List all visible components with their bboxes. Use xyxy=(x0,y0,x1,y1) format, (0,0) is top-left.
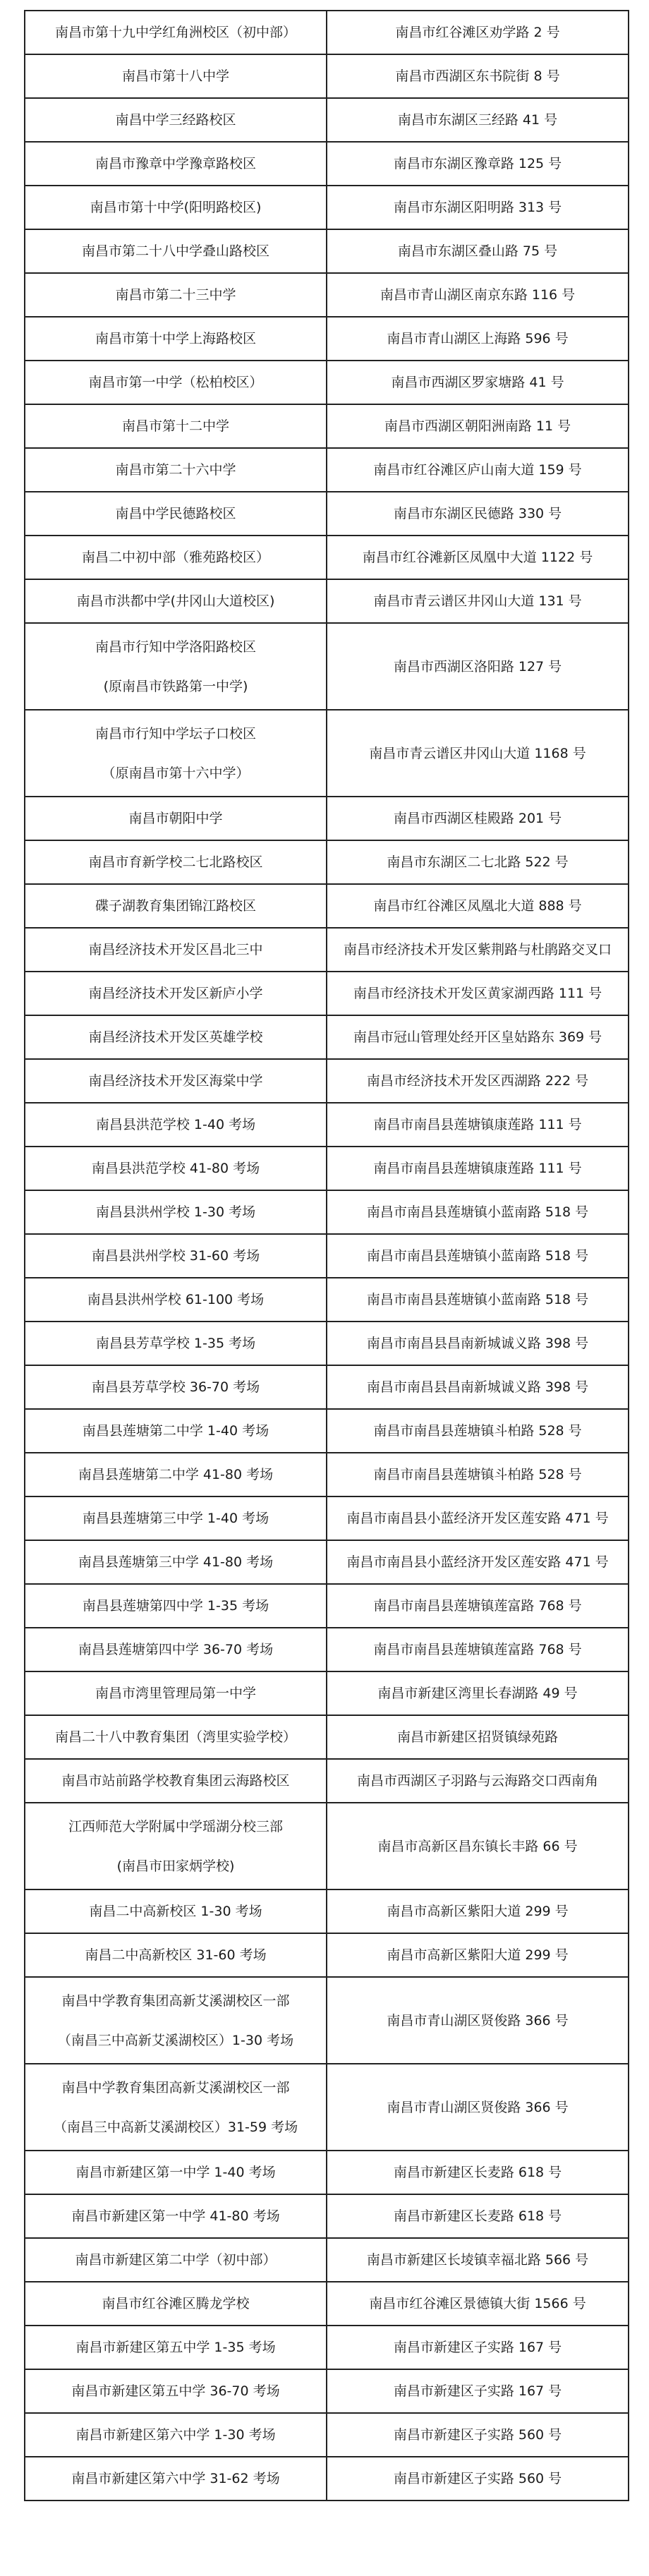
address-cell: 南昌市东湖区三经路 41 号 xyxy=(327,98,629,142)
table-row xyxy=(25,54,629,98)
school-name-line: 南昌县洪州学校 61-100 考场 xyxy=(87,1292,265,1307)
school-name-cell xyxy=(25,1322,327,1365)
school-name-cell xyxy=(25,229,327,273)
address-cell: 南昌市西湖区桂殿路 201 号 xyxy=(327,797,629,840)
address-cell: 南昌市高新区昌东镇长丰路 66 号 xyxy=(327,1803,629,1889)
school-name-cell xyxy=(25,1628,327,1671)
table-row xyxy=(25,2457,629,2501)
school-name-cell xyxy=(25,98,327,142)
address-cell: 南昌市青山湖区上海路 596 号 xyxy=(327,317,629,361)
school-name-line: 南昌市行知中学洛阳路校区 xyxy=(95,639,256,655)
table-row xyxy=(25,1671,629,1715)
address-cell: 南昌市红谷滩区凤凰北大道 888 号 xyxy=(327,884,629,928)
table-row xyxy=(25,142,629,186)
school-name-cell xyxy=(25,2326,327,2369)
school-name-line: 南昌市第二十八中学叠山路校区 xyxy=(81,243,269,259)
address-cell: 南昌市红谷滩新区凤凰中大道 1122 号 xyxy=(327,536,629,579)
table-row xyxy=(25,1322,629,1365)
school-name-line: 南昌市湾里管理局第一中学 xyxy=(95,1686,256,1701)
table-row xyxy=(25,2326,629,2369)
table-row xyxy=(25,404,629,448)
address-cell: 南昌市南昌县莲塘镇小蓝南路 518 号 xyxy=(327,1234,629,1278)
school-name-cell xyxy=(25,1803,327,1889)
school-name-line: 南昌市行知中学坛子口校区 xyxy=(95,725,256,742)
school-name-line: 南昌县芳草学校 36-70 考场 xyxy=(91,1379,260,1395)
address-cell: 南昌市西湖区罗家塘路 41 号 xyxy=(327,361,629,404)
address-cell: 南昌市新建区子实路 167 号 xyxy=(327,2369,629,2413)
school-name-line: 南昌市新建区第一中学 1-40 考场 xyxy=(75,2165,276,2180)
address-cell: 南昌市高新区紫阳大道 299 号 xyxy=(327,1933,629,1977)
school-name-line: 南昌经济技术开发区海棠中学 xyxy=(88,1073,263,1089)
table-row xyxy=(25,1977,629,2064)
school-name-cell xyxy=(25,884,327,928)
table-row xyxy=(25,2413,629,2457)
table-row xyxy=(25,928,629,972)
table-row xyxy=(25,1234,629,1278)
school-name-cell xyxy=(25,1933,327,1977)
table-row xyxy=(25,492,629,536)
address-cell: 南昌市西湖区洛阳路 127 号 xyxy=(327,623,629,710)
school-name-line: 南昌市第二十三中学 xyxy=(115,287,236,303)
school-name-cell xyxy=(25,186,327,229)
address-cell: 南昌市红谷滩区景德镇大街 1566 号 xyxy=(327,2282,629,2326)
school-name-line: 南昌市育新学校二七北路校区 xyxy=(88,854,263,870)
table-row xyxy=(25,229,629,273)
address-cell: 南昌市南昌县莲塘镇莲富路 768 号 xyxy=(327,1628,629,1671)
school-name-line: 南昌市红谷滩区腾龙学校 xyxy=(102,2296,250,2311)
school-name-cell xyxy=(25,448,327,492)
school-name-cell xyxy=(25,2282,327,2326)
table-row xyxy=(25,972,629,1015)
address-cell: 南昌市新建区长麦路 618 号 xyxy=(327,2194,629,2238)
table-row xyxy=(25,1147,629,1190)
address-cell: 南昌市西湖区朝阳洲南路 11 号 xyxy=(327,404,629,448)
school-name-cell xyxy=(25,1759,327,1803)
school-name-line: 南昌市第十九中学红角洲校区（初中部） xyxy=(54,25,296,40)
school-name-line: （南昌三中高新艾溪湖校区）1-30 考场 xyxy=(57,2032,294,2048)
school-name-line: 南昌市第十中学上海路校区 xyxy=(95,331,256,346)
table-row xyxy=(25,579,629,623)
table-row xyxy=(25,2369,629,2413)
school-name-line: 南昌县洪范学校 41-80 考场 xyxy=(91,1161,260,1176)
address-cell: 南昌市经济技术开发区黄家湖西路 111 号 xyxy=(327,972,629,1015)
school-name-cell xyxy=(25,710,327,797)
school-name-line: 南昌县莲塘第四中学 1-35 考场 xyxy=(82,1598,269,1614)
address-cell: 南昌市南昌县莲塘镇莲富路 768 号 xyxy=(327,1584,629,1628)
school-name-line: 南昌中学民德路校区 xyxy=(115,506,236,521)
school-name-cell xyxy=(25,1278,327,1322)
school-name-cell xyxy=(25,273,327,317)
table-row xyxy=(25,2064,629,2151)
address-cell: 南昌市东湖区民德路 330 号 xyxy=(327,492,629,536)
table-row xyxy=(25,2194,629,2238)
school-name-cell xyxy=(25,1190,327,1234)
address-cell: 南昌市东湖区豫章路 125 号 xyxy=(327,142,629,186)
school-name-line: 南昌二中高新校区 1-30 考场 xyxy=(89,1904,262,1919)
address-cell: 南昌市青云谱区井冈山大道 131 号 xyxy=(327,579,629,623)
table-row xyxy=(25,1628,629,1671)
address-cell: 南昌市南昌县莲塘镇康莲路 111 号 xyxy=(327,1147,629,1190)
school-name-cell xyxy=(25,1409,327,1453)
table-row xyxy=(25,1584,629,1628)
address-cell: 南昌市青山湖区贤俊路 366 号 xyxy=(327,2064,629,2151)
address-cell: 南昌市新建区子实路 560 号 xyxy=(327,2413,629,2457)
address-cell: 南昌市南昌县莲塘镇斗柏路 528 号 xyxy=(327,1409,629,1453)
school-name-cell xyxy=(25,2457,327,2501)
school-name-line: 南昌市新建区第六中学 31-62 考场 xyxy=(71,2471,280,2486)
school-name-cell xyxy=(25,1059,327,1103)
table-row xyxy=(25,1059,629,1103)
school-name-cell xyxy=(25,1147,327,1190)
school-name-cell xyxy=(25,361,327,404)
table-row xyxy=(25,1496,629,1540)
school-name-cell xyxy=(25,2238,327,2282)
school-name-cell xyxy=(25,1889,327,1933)
address-cell: 南昌市冠山管理处经开区皇姑路东 369 号 xyxy=(327,1015,629,1059)
school-name-cell xyxy=(25,2064,327,2151)
school-name-line: （南昌三中高新艾溪湖校区）31-59 考场 xyxy=(53,2119,298,2135)
school-name-cell xyxy=(25,579,327,623)
address-cell: 南昌市东湖区二七北路 522 号 xyxy=(327,840,629,884)
school-name-cell xyxy=(25,2194,327,2238)
table-row xyxy=(25,1278,629,1322)
school-name-line: 南昌县洪州学校 1-30 考场 xyxy=(95,1204,256,1220)
school-name-line: 南昌县洪州学校 31-60 考场 xyxy=(91,1248,260,1264)
school-name-line: 碟子湖教育集团锦江路校区 xyxy=(95,898,256,914)
table-row xyxy=(25,1759,629,1803)
school-name-cell xyxy=(25,1453,327,1496)
school-name-line: 南昌市朝阳中学 xyxy=(128,811,223,826)
school-name-line: (原南昌市铁路第一中学) xyxy=(103,678,248,694)
table-row xyxy=(25,273,629,317)
address-cell: 南昌市东湖区阳明路 313 号 xyxy=(327,186,629,229)
address-cell: 南昌市新建区长堎镇幸福北路 566 号 xyxy=(327,2238,629,2282)
school-name-line: 南昌县莲塘第四中学 36-70 考场 xyxy=(78,1642,274,1657)
school-name-cell xyxy=(25,2413,327,2457)
table-row xyxy=(25,2238,629,2282)
address-cell: 南昌市南昌县小蓝经济开发区莲安路 471 号 xyxy=(327,1496,629,1540)
school-name-cell xyxy=(25,317,327,361)
school-name-cell xyxy=(25,404,327,448)
school-name-line: 南昌经济技术开发区新庐小学 xyxy=(88,986,263,1001)
address-cell: 南昌市新建区湾里长春湖路 49 号 xyxy=(327,1671,629,1715)
school-name-line: 南昌县莲塘第三中学 41-80 考场 xyxy=(78,1554,274,1570)
address-cell: 南昌市经济技术开发区西湖路 222 号 xyxy=(327,1059,629,1103)
address-cell: 南昌市南昌县昌南新城诚义路 398 号 xyxy=(327,1322,629,1365)
table-row xyxy=(25,98,629,142)
address-cell: 南昌市红谷滩区劝学路 2 号 xyxy=(327,11,629,54)
table-row xyxy=(25,1715,629,1759)
school-name-cell xyxy=(25,142,327,186)
address-cell: 南昌市南昌县莲塘镇康莲路 111 号 xyxy=(327,1103,629,1147)
table-row xyxy=(25,11,629,54)
school-name-cell xyxy=(25,1540,327,1584)
address-cell: 南昌市西湖区子羽路与云海路交口西南角 xyxy=(327,1759,629,1803)
school-name-line: 南昌市新建区第五中学 36-70 考场 xyxy=(71,2383,280,2399)
table-row xyxy=(25,1933,629,1977)
school-name-cell xyxy=(25,1584,327,1628)
school-name-line: 南昌二十八中教育集团（湾里实验学校） xyxy=(54,1729,296,1745)
school-name-line: 南昌市第十二中学 xyxy=(121,418,229,434)
school-name-line: （原南昌市第十六中学） xyxy=(102,765,250,781)
school-name-cell xyxy=(25,1496,327,1540)
table-row xyxy=(25,1453,629,1496)
table-row xyxy=(25,1190,629,1234)
table-row xyxy=(25,448,629,492)
school-name-line: 南昌市新建区第六中学 1-30 考场 xyxy=(75,2427,276,2443)
school-name-line: 南昌经济技术开发区英雄学校 xyxy=(88,1029,263,1045)
table-row xyxy=(25,840,629,884)
school-name-cell xyxy=(25,972,327,1015)
school-name-line: 南昌市第二十六中学 xyxy=(115,462,236,478)
table-row xyxy=(25,884,629,928)
address-cell: 南昌市经济技术开发区紫荆路与杜鹃路交叉口 xyxy=(327,928,629,972)
address-cell: 南昌市新建区长麦路 618 号 xyxy=(327,2151,629,2194)
table-row xyxy=(25,1889,629,1933)
school-name-cell xyxy=(25,797,327,840)
school-name-line: 南昌市站前路学校教育集团云海路校区 xyxy=(61,1773,290,1789)
school-name-line: 南昌县洪范学校 1-40 考场 xyxy=(95,1117,256,1132)
address-cell: 南昌市红谷滩区庐山南大道 159 号 xyxy=(327,448,629,492)
school-name-line: 南昌经济技术开发区昌北三中 xyxy=(88,942,263,957)
school-name-line: 南昌市第十中学(阳明路校区) xyxy=(90,200,262,215)
table-row xyxy=(25,186,629,229)
table-row xyxy=(25,623,629,710)
school-name-line: 南昌中学三经路校区 xyxy=(115,112,236,128)
address-cell: 南昌市南昌县莲塘镇小蓝南路 518 号 xyxy=(327,1190,629,1234)
table-row xyxy=(25,1540,629,1584)
exam-venue-table-body xyxy=(25,11,629,2501)
table-row xyxy=(25,361,629,404)
school-name-cell xyxy=(25,1715,327,1759)
school-name-cell xyxy=(25,840,327,884)
school-name-cell xyxy=(25,1365,327,1409)
school-name-cell xyxy=(25,536,327,579)
address-cell: 南昌市新建区招贤镇绿苑路 xyxy=(327,1715,629,1759)
school-name-line: 南昌县芳草学校 1-35 考场 xyxy=(95,1336,256,1351)
school-name-cell xyxy=(25,1234,327,1278)
address-cell: 南昌市南昌县莲塘镇小蓝南路 518 号 xyxy=(327,1278,629,1322)
school-name-cell xyxy=(25,928,327,972)
address-cell: 南昌市南昌县昌南新城诚义路 398 号 xyxy=(327,1365,629,1409)
school-name-line: 南昌市新建区第二中学（初中部） xyxy=(75,2252,277,2268)
address-cell: 南昌市南昌县莲塘镇斗柏路 528 号 xyxy=(327,1453,629,1496)
table-row xyxy=(25,1803,629,1889)
school-name-line: 南昌市豫章中学豫章路校区 xyxy=(95,156,256,171)
exam-venue-table xyxy=(24,10,629,2501)
table-row xyxy=(25,536,629,579)
school-name-line: 南昌市第一中学（松柏校区） xyxy=(88,375,263,390)
table-row xyxy=(25,2282,629,2326)
address-cell: 南昌市新建区子实路 167 号 xyxy=(327,2326,629,2369)
school-name-cell xyxy=(25,1977,327,2064)
table-row xyxy=(25,797,629,840)
school-name-cell xyxy=(25,2151,327,2194)
address-cell: 南昌市南昌县小蓝经济开发区莲安路 471 号 xyxy=(327,1540,629,1584)
table-row xyxy=(25,1103,629,1147)
document-page xyxy=(24,10,625,2501)
school-name-cell xyxy=(25,2369,327,2413)
school-name-cell xyxy=(25,1103,327,1147)
school-name-line: (南昌市田家炳学校) xyxy=(116,1858,235,1874)
school-name-line: 南昌二中高新校区 31-60 考场 xyxy=(85,1947,267,1963)
school-name-line: 南昌县莲塘第二中学 41-80 考场 xyxy=(78,1467,274,1482)
school-name-line: 南昌市洪都中学(井冈山大道校区) xyxy=(76,593,275,609)
school-name-line: 南昌市新建区第五中学 1-35 考场 xyxy=(75,2340,276,2355)
address-cell: 南昌市新建区子实路 560 号 xyxy=(327,2457,629,2501)
school-name-line: 南昌县莲塘第二中学 1-40 考场 xyxy=(82,1423,269,1439)
school-name-cell xyxy=(25,11,327,54)
address-cell: 南昌市东湖区叠山路 75 号 xyxy=(327,229,629,273)
school-name-line: 南昌市新建区第一中学 41-80 考场 xyxy=(71,2208,280,2224)
school-name-cell xyxy=(25,623,327,710)
address-cell: 南昌市青云谱区井冈山大道 1168 号 xyxy=(327,710,629,797)
school-name-cell xyxy=(25,54,327,98)
school-name-cell xyxy=(25,1671,327,1715)
school-name-line: 南昌中学教育集团高新艾溪湖校区一部 xyxy=(61,2079,290,2096)
school-name-cell xyxy=(25,492,327,536)
address-cell: 南昌市青山湖区贤俊路 366 号 xyxy=(327,1977,629,2064)
school-name-line: 南昌县莲塘第三中学 1-40 考场 xyxy=(82,1511,269,1526)
address-cell: 南昌市青山湖区南京东路 116 号 xyxy=(327,273,629,317)
school-name-line: 江西师范大学附属中学瑶湖分校三部 xyxy=(68,1818,283,1834)
table-row xyxy=(25,317,629,361)
school-name-line: 南昌中学教育集团高新艾溪湖校区一部 xyxy=(61,1993,290,2009)
address-cell: 南昌市高新区紫阳大道 299 号 xyxy=(327,1889,629,1933)
table-row xyxy=(25,1409,629,1453)
table-row xyxy=(25,1015,629,1059)
table-row xyxy=(25,1365,629,1409)
table-row xyxy=(25,710,629,797)
school-name-line: 南昌市第十八中学 xyxy=(121,68,229,84)
table-row xyxy=(25,2151,629,2194)
school-name-cell xyxy=(25,1015,327,1059)
school-name-line: 南昌二中初中部（雅苑路校区） xyxy=(81,550,269,565)
address-cell: 南昌市西湖区东书院街 8 号 xyxy=(327,54,629,98)
